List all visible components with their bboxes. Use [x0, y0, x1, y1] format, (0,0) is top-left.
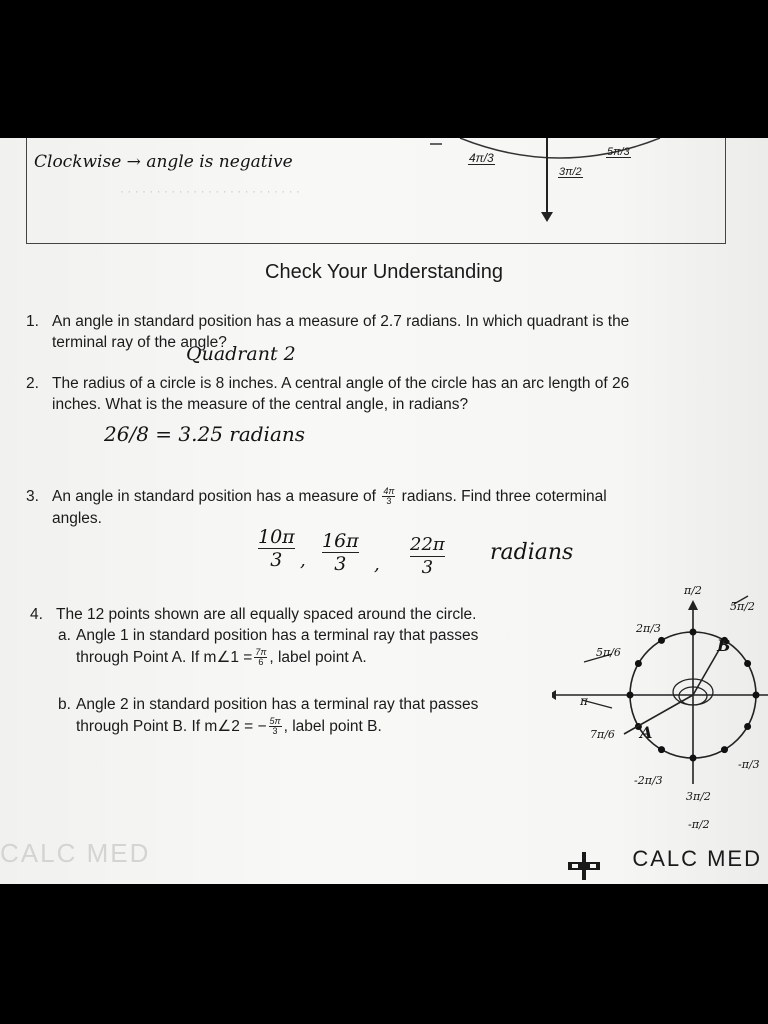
- bleed-through-text: · · · · · · · · · · · · · · · · · · · · · · · · ·: [120, 184, 300, 198]
- answer-1-handwritten: Quadrant 2: [186, 343, 296, 365]
- label-neg-2pi-3: -2π/3: [634, 774, 663, 787]
- label-4pi-3: 4π/3: [469, 151, 494, 165]
- question-text-line1: An angle in standard position has a measure of 2.7 radians. In which quadrant is the: [52, 313, 630, 330]
- bottom-black-border: [0, 884, 768, 1024]
- top-black-border: [0, 0, 768, 138]
- question-text-line2: terminal ray of the angle?: [52, 334, 227, 351]
- answer-3b: 16π 3: [322, 530, 359, 575]
- point-b-label: B: [717, 636, 731, 655]
- question-number: 2.: [26, 375, 39, 392]
- point-a-label: A: [640, 723, 653, 742]
- fraction-5pi-over-3: $\frac{5\pi}{3}$: [269, 716, 281, 737]
- part-a-line2: through Point A. If m∠1 = $\frac{7\pi}{6}$ , label point A.: [76, 647, 367, 668]
- question-number: 4.: [30, 606, 43, 623]
- question-text-line1: The radius of a circle is 8 inches. A central angle of the circle has an arc length of 26: [52, 375, 630, 392]
- top-arc-diagram: [0, 138, 768, 248]
- label-5pi-6: 5π/6: [596, 646, 621, 659]
- label-5pi-2: 5π/2: [730, 600, 755, 613]
- label-3pi-2: 3π/2: [686, 790, 711, 803]
- answer-3-unit: radians: [490, 540, 574, 565]
- label-pi-2: π/2: [684, 584, 702, 597]
- answer-3a: 10π 3: [258, 526, 295, 571]
- question-text-start: An angle in standard position has a measure of: [52, 488, 376, 505]
- label-3pi-2: 3π/2: [559, 166, 582, 178]
- part-b-line1: Angle 2 in standard position has a terminal ray that passes: [76, 696, 479, 713]
- part-b-line2: through Point B. If m∠2 = − $\frac{5\pi}{3}$ , label point B.: [76, 716, 382, 737]
- answer-2-handwritten: 26/8 = 3.25 radians: [104, 422, 306, 446]
- handwritten-note: Clockwise → angle is negative: [34, 152, 293, 172]
- question-number: 1.: [26, 313, 39, 330]
- label-2pi-3: 2π/3: [636, 622, 661, 635]
- calc-med-logo-icon: [568, 852, 608, 880]
- answer-3c: 22π 3: [410, 534, 445, 578]
- fraction-7pi-over-6: $\frac{7\pi}{6}$: [255, 647, 267, 668]
- faded-mirrored-brand: CALC MED: [0, 838, 151, 868]
- label-7pi-6: 7π/6: [590, 728, 615, 741]
- label-pi: π: [580, 694, 588, 708]
- fraction-4pi-over-3: $\frac{4\pi}{3}$: [383, 486, 395, 507]
- question-text-line1: [52, 486, 607, 507]
- ray-to-a: [624, 695, 693, 734]
- label-neg-pi-2: -π/2: [688, 818, 710, 831]
- label-neg-pi-3: -π/3: [738, 758, 760, 771]
- brand-name: CALC MED: [632, 846, 762, 871]
- question-text-line2: inches. What is the measure of the central angle, in radians?: [52, 396, 469, 413]
- section-title: Check Your Understanding: [265, 261, 503, 283]
- comma: ,: [374, 554, 380, 575]
- part-a-line1: Angle 1 in standard position has a terminal ray that passes: [76, 627, 479, 644]
- question-text-line2: angles.: [52, 510, 102, 527]
- comma: ,: [300, 550, 306, 571]
- part-label: a.: [58, 627, 71, 644]
- worksheet-page: [0, 138, 768, 884]
- question-text: The 12 points shown are all equally spaced around the circle.: [56, 606, 477, 623]
- question-text-end: radians. Find three coterminal: [401, 488, 607, 505]
- label-5pi-3: 5π/3: [607, 146, 630, 158]
- question-number: 3.: [26, 488, 39, 505]
- part-label: b.: [58, 696, 71, 713]
